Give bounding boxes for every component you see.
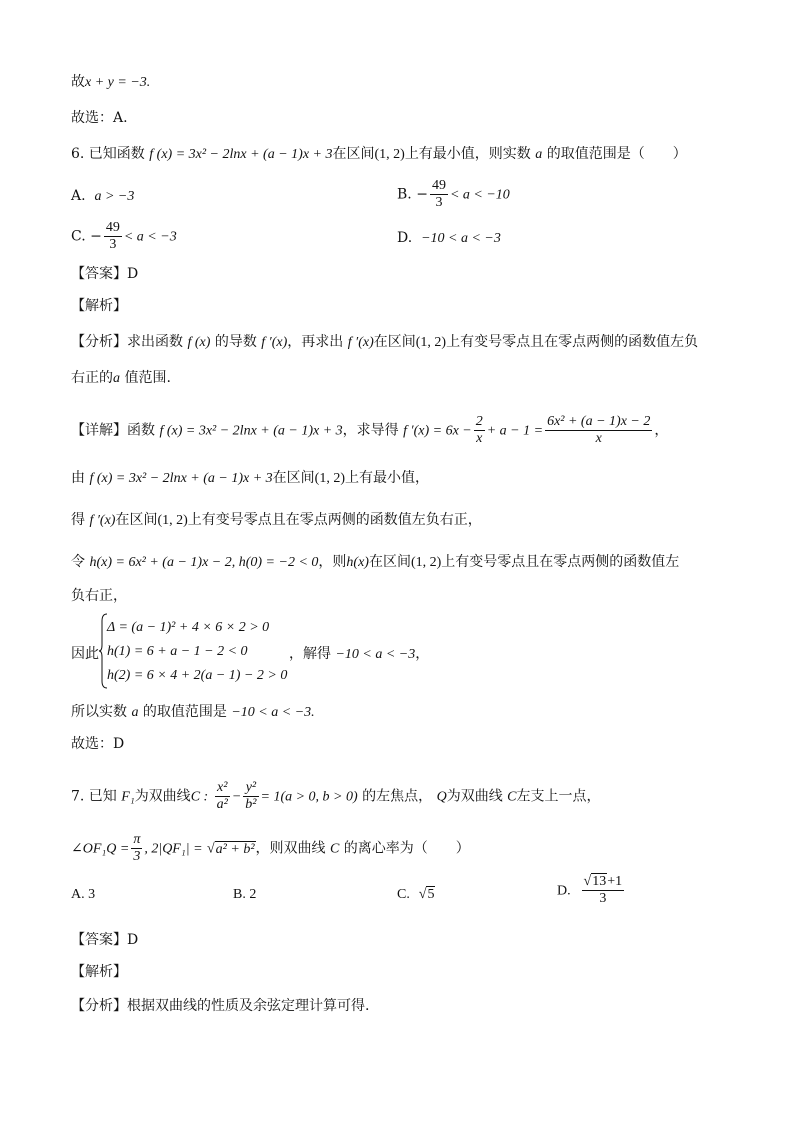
denominator: a² — [216, 797, 228, 812]
line-choice-a — [71, 108, 128, 128]
text: 的左焦点， — [362, 788, 433, 805]
text: 【答案】D — [71, 932, 139, 948]
denominator: 3 — [435, 195, 443, 210]
math: f (x) = 3x² − 2lnx + (a − 1)x + 3 — [159, 423, 343, 439]
text: 为双曲线 — [446, 788, 503, 805]
numerator: 2 — [475, 414, 483, 429]
q7-option-c — [397, 884, 435, 905]
text: ，则双曲线 — [255, 840, 326, 857]
numerator: 49 — [431, 178, 446, 193]
math: −10 < a < −3. — [231, 705, 315, 720]
analysis-6-header — [71, 296, 127, 316]
q6-option-a — [71, 186, 134, 207]
numerator: 49 — [105, 220, 120, 235]
math: C — [507, 789, 517, 805]
numerator: 6x² + (a − 1)x − 2 — [547, 414, 651, 429]
denominator: x — [595, 431, 602, 446]
text: 在区间 — [373, 334, 416, 350]
math: (1, 2) — [374, 147, 405, 162]
fraction — [545, 414, 652, 447]
option-label: D. — [397, 230, 413, 246]
math: F₁ — [121, 789, 135, 805]
q6-option-d — [397, 228, 501, 249]
text: 上有最小值， — [345, 470, 429, 486]
math: − — [231, 789, 242, 805]
conclusion-6 — [71, 702, 315, 723]
text: 【解析】 — [71, 964, 127, 980]
question-7-stem-line1 — [71, 780, 601, 813]
question-7-stem-line2 — [71, 832, 470, 865]
equation-system — [107, 617, 287, 689]
analysis-7-line1 — [71, 996, 369, 1016]
text: 的离心率为（ ） — [343, 840, 470, 857]
denominator: x — [476, 431, 483, 446]
numerator: √13+1 — [583, 874, 623, 889]
q7-option-a — [71, 884, 95, 905]
math: (1, 2) — [410, 555, 442, 570]
math: = 1(a > 0, b > 0) — [260, 789, 358, 805]
math: f ′(x) = 6x − — [403, 423, 472, 439]
system-row-3: h(2) = 6 × 4 + 2(a − 1) − 2 > 0 — [107, 668, 288, 683]
text: 【答案】D — [71, 266, 139, 282]
math: , 2|QF₁| = — [144, 841, 203, 857]
math: (1, 2) — [157, 513, 188, 528]
question-6-stem — [71, 144, 687, 165]
fraction — [104, 220, 122, 253]
denominator: 3 — [599, 891, 607, 906]
detail-6-line3 — [71, 510, 482, 531]
solve-result — [289, 644, 429, 665]
fraction — [131, 832, 142, 865]
math: f ′(x) — [89, 513, 116, 528]
text: 上有变号零点且在零点两侧的函数值左负 — [446, 334, 699, 350]
math: a — [535, 147, 543, 162]
choice-6 — [71, 734, 124, 754]
text: 的导数 — [214, 334, 257, 350]
option-label: D. — [557, 883, 571, 899]
math: f ′(x) — [347, 335, 374, 350]
option-label: A. — [71, 188, 86, 204]
text: ，则 — [318, 554, 347, 570]
math: f ′(x) — [261, 335, 288, 350]
text: 在区间 — [115, 512, 158, 528]
numerator: x² — [215, 780, 230, 797]
option-label: C. — [397, 887, 410, 902]
denominator: 3 — [109, 237, 117, 252]
text: ，解得 — [289, 646, 331, 662]
text: 【详解】函数 — [71, 422, 155, 439]
option-label: B. — [397, 186, 412, 203]
q6-option-b: B. − $\frac{49}{3}$ < a < −10 — [397, 178, 510, 210]
text: ，再求出 — [287, 334, 344, 350]
fraction — [430, 178, 448, 211]
fraction — [243, 780, 258, 813]
text: 右正的 — [71, 370, 113, 386]
math: ∠OF₁Q = — [71, 841, 130, 857]
line-conclusion — [71, 72, 150, 93]
option-text: B. 2 — [233, 887, 257, 902]
math: a — [131, 705, 139, 720]
text: 的取值范围是 — [142, 704, 227, 720]
q7-option-b — [233, 884, 256, 905]
math: a — [113, 371, 120, 386]
math: (1, 2) — [314, 471, 345, 486]
text: 的取值范围是（ ） — [546, 146, 687, 162]
math: a > −3 — [94, 189, 135, 204]
text: 令 — [71, 554, 85, 570]
math: f (x) = 3x² − 2lnx + (a − 1)x + 3 — [149, 147, 333, 162]
text: 在区间 — [332, 146, 375, 162]
fraction — [474, 414, 485, 447]
detail-6-line5 — [71, 586, 127, 606]
math: h(x) — [346, 555, 369, 570]
math: x + y = −3. — [85, 75, 151, 90]
numerator: π — [133, 832, 141, 847]
fraction — [215, 780, 230, 813]
text: 因此 — [71, 646, 99, 662]
text: 故 — [71, 74, 85, 90]
text: 由 — [71, 470, 85, 486]
q6-option-c: C. − $\frac{49}{3}$ < a < −3 — [71, 220, 177, 252]
math: + a − 1 = — [486, 423, 544, 439]
system-row-2: h(1) = 6 + a − 1 − 2 < 0 — [107, 644, 248, 659]
math: −10 < a < −3 — [335, 647, 416, 662]
numerator: y² — [243, 780, 258, 797]
text: 6. 已知函数 — [71, 146, 145, 162]
text: 故选：A. — [71, 110, 128, 126]
analysis-6-line2 — [71, 368, 171, 389]
detail-6-line4 — [71, 552, 679, 573]
text: ， — [415, 646, 430, 662]
option-text: A. 3 — [71, 887, 96, 902]
radicand: 13 — [592, 874, 607, 889]
text: 【分析】根据双曲线的性质及余弦定理计算可得. — [71, 998, 370, 1014]
math: f (x) = 3x² − 2lnx + (a − 1)x + 3 — [89, 471, 273, 486]
math: < a < −10 — [449, 187, 510, 203]
math: h(x) = 6x² + (a − 1)x − 2, h(0) = −2 < 0 — [89, 555, 319, 570]
text: ， — [654, 422, 669, 439]
system-label — [71, 644, 99, 664]
analysis-7-header — [71, 962, 127, 982]
text: 上有最小值，则实数 — [404, 146, 531, 162]
option-label: C. — [71, 228, 86, 245]
text: 【解析】 — [71, 298, 127, 314]
text: 负右正， — [71, 588, 127, 604]
q7-option-d — [557, 874, 626, 907]
answer-7 — [71, 930, 138, 950]
sqrt-expression: √5 — [418, 887, 435, 902]
math: +1 — [607, 874, 623, 889]
text: 值范围. — [124, 370, 171, 386]
math: f (x) — [187, 335, 211, 350]
math: (1, 2) — [415, 335, 447, 350]
text: 得 — [71, 512, 85, 528]
denominator: 3 — [133, 849, 141, 864]
denominator: b² — [245, 797, 257, 812]
radicand: 5 — [427, 887, 435, 902]
math: C — [329, 841, 340, 857]
text: 上有变号零点且在零点两侧的函数值左 — [441, 554, 680, 570]
text: 【分析】求出函数 — [71, 334, 183, 350]
radicand: a² + b² — [215, 841, 255, 857]
analysis-6-line1 — [71, 332, 698, 353]
text: 故选：D — [71, 736, 125, 752]
math: −10 < a < −3 — [421, 231, 501, 246]
text: 在区间 — [368, 554, 411, 570]
math: < a < −3 — [123, 229, 177, 245]
detail-6-line2 — [71, 468, 429, 489]
text: 上有变号零点且在零点两侧的函数值左负右正， — [187, 512, 482, 528]
text: 左支上一点， — [516, 788, 601, 805]
text: 所以实数 — [71, 704, 127, 720]
math: C : — [190, 789, 209, 805]
math: Q — [436, 789, 447, 805]
answer-6 — [71, 264, 138, 284]
text: ，求导得 — [342, 422, 399, 439]
sqrt-expression: √a² + b² — [206, 841, 255, 857]
detail-6-line1 — [71, 414, 668, 447]
text: 为双曲线 — [134, 788, 191, 805]
fraction — [582, 874, 625, 907]
text: 在区间 — [272, 470, 315, 486]
text: 7. 已知 — [71, 788, 117, 805]
system-row-1: Δ = (a − 1)² + 4 × 6 × 2 > 0 — [107, 620, 270, 635]
